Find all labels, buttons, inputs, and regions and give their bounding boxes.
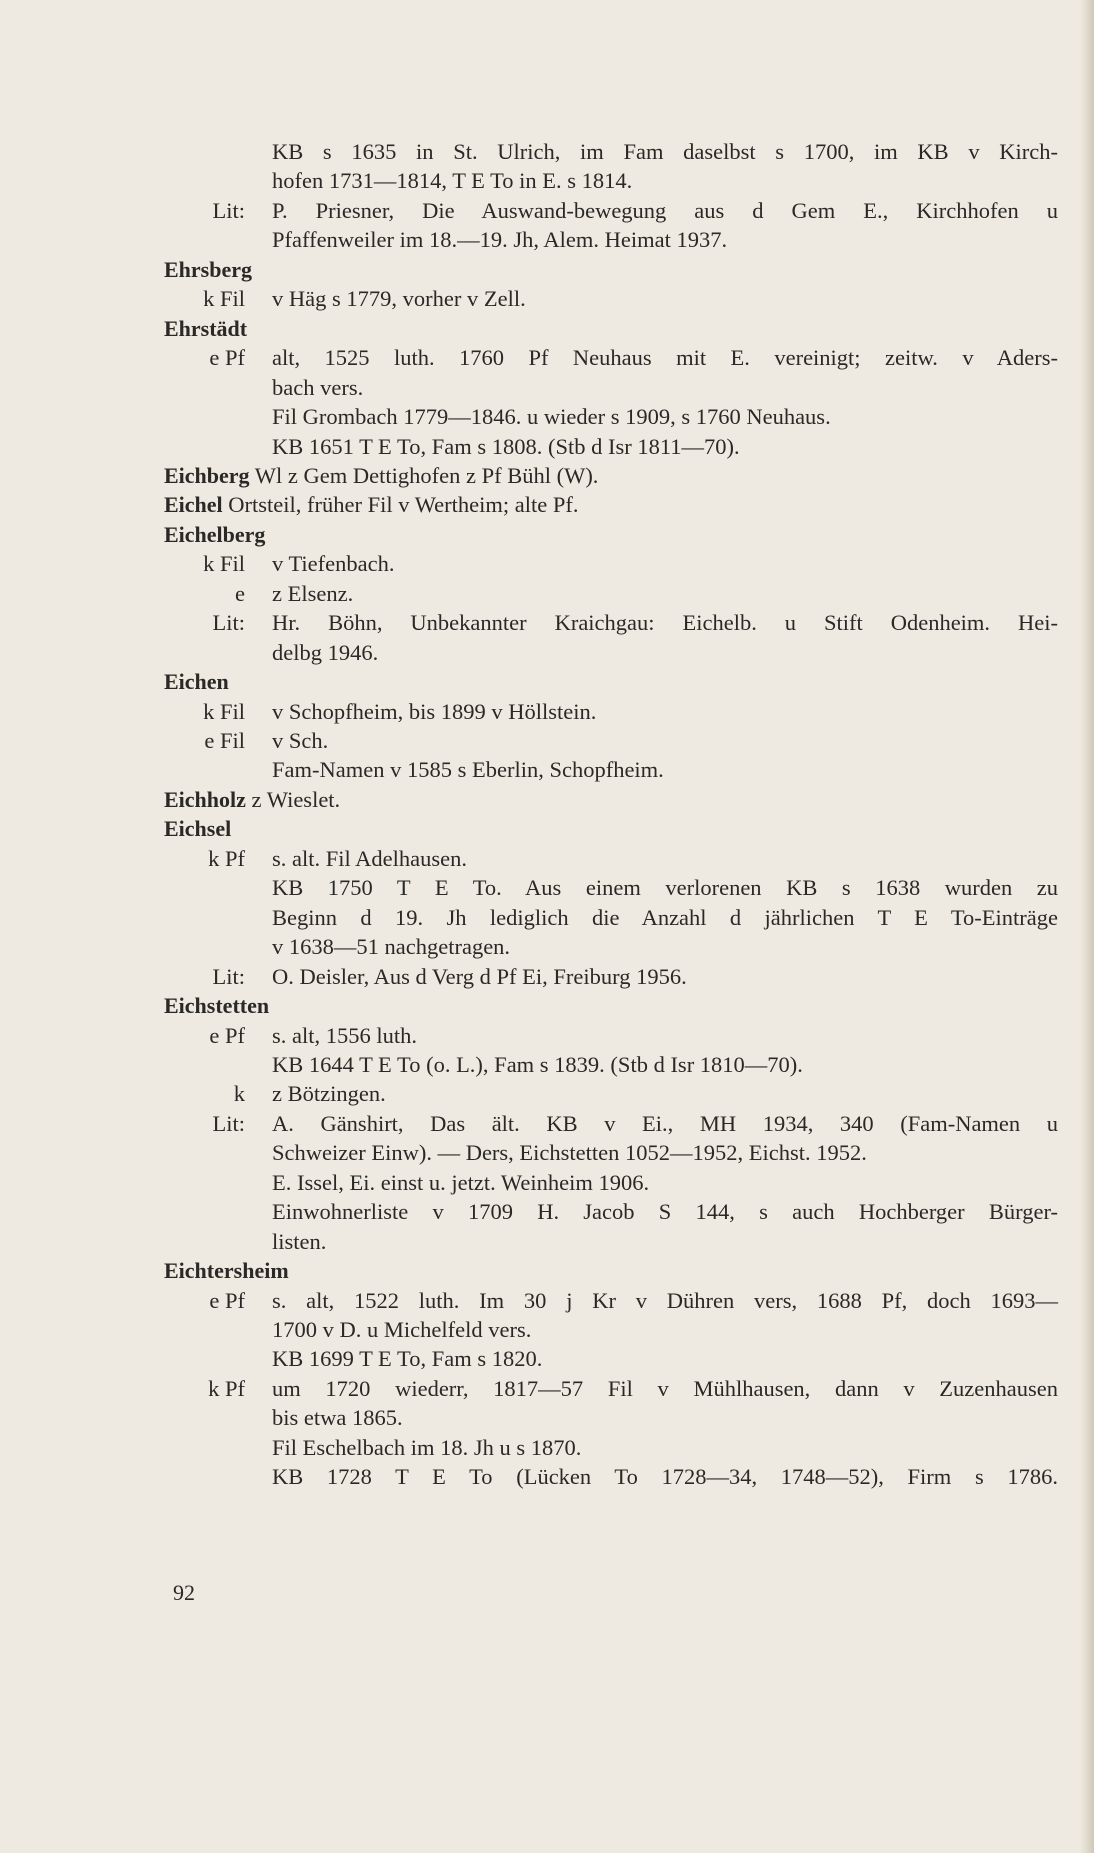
entry-label: k Fil bbox=[203, 286, 245, 312]
inline-entry bbox=[164, 786, 340, 814]
entry-text: bach vers. bbox=[272, 374, 364, 400]
entry-text: KB s 1635 in St. Ulrich, im Fam daselbst s 1700, im KB v Kirch- bbox=[272, 139, 1058, 164]
entry-text: Hr. Böhn, Unbekannter Kraichgau: Eichelb. u Stift Odenheim. Hei- bbox=[272, 610, 1058, 636]
entry-heading: Eichstetten bbox=[164, 993, 270, 1019]
entry-label: k Pf bbox=[208, 845, 245, 871]
entry-text: v 1638—51 nachgetragen. bbox=[272, 934, 511, 960]
entry-heading: Eichel bbox=[164, 492, 223, 518]
entry-text: bis etwa 1865. bbox=[272, 1405, 403, 1431]
entry-text: Ortsteil, früher Fil v Wertheim; alte Pf. bbox=[228, 492, 579, 518]
entry-text: um 1720 wiederr, 1817—57 Fil v Mühlhausen, dann v Zuzenhausen bbox=[272, 1375, 1058, 1401]
entry-text: Fil Grombach 1779—1846. u wieder s 1909, s 1760 Neuhaus. bbox=[272, 404, 831, 430]
entry-text: Schweizer Einw). — Ders, Eichstetten 1052—1952, Eichst. 1952. bbox=[272, 1140, 867, 1166]
entry-heading: Eichholz bbox=[164, 786, 246, 812]
entry-text: 1700 v D. u Michelfeld vers. bbox=[272, 1317, 532, 1342]
entry-text: s. alt, 1556 luth. bbox=[272, 1022, 417, 1048]
entry-label: Lit: bbox=[212, 197, 245, 223]
entry-text: s. alt. Fil Adelhausen. bbox=[272, 845, 467, 871]
entry-text: A. Gänshirt, Das ält. KB v Ei., MH 1934, 340 (Fam-Namen u bbox=[272, 1110, 1058, 1136]
entry-text: KB 1644 T E To (o. L.), Fam s 1839. (Stb d Isr 1810—70). bbox=[272, 1051, 803, 1077]
entry-text: KB 1750 T E To. Aus einem verlorenen KB s 1638 wurden zu bbox=[272, 875, 1058, 901]
entry-text: O. Deisler, Aus d Verg d Pf Ei, Freiburg 1956. bbox=[272, 963, 687, 989]
entry-label: Lit: bbox=[212, 610, 245, 636]
entry-text: Pfaffenweiler im 18.—19. Jh, Alem. Heimat 1937. bbox=[272, 227, 728, 253]
entry-text: v Schopfheim, bis 1899 v Höllstein. bbox=[272, 698, 597, 724]
inline-entry bbox=[164, 462, 598, 490]
entry-text: KB 1651 T E To, Fam s 1808. (Stb d Isr 1811—70). bbox=[272, 433, 740, 459]
entry-heading: Ehrsberg bbox=[164, 256, 252, 282]
entry-text: KB 1699 T E To, Fam s 1820. bbox=[272, 1346, 543, 1372]
entry-text: Beginn d 19. Jh lediglich die Anzahl d jährlichen T E To-Einträge bbox=[272, 904, 1058, 930]
entry-heading: Eichsel bbox=[164, 816, 232, 842]
entry-label: k bbox=[233, 1081, 245, 1107]
entry-text: s. alt, 1522 luth. Im 30 j Kr v Dühren vers, 1688 Pf, doch 1693— bbox=[272, 1287, 1058, 1313]
entry-text: v Häg s 1779, vorher v Zell. bbox=[272, 286, 526, 312]
entry-heading: Eichberg bbox=[164, 462, 250, 488]
entry-label: e Pf bbox=[209, 1022, 245, 1048]
inline-entry bbox=[164, 491, 579, 519]
entry-text: KB 1728 T E To (Lücken To 1728—34, 1748—52), Firm s 1786. bbox=[272, 1464, 1058, 1490]
entry-text: alt, 1525 luth. 1760 Pf Neuhaus mit E. vereinigt; zeitw. v Aders- bbox=[272, 345, 1058, 371]
entry-label: e Fil bbox=[204, 728, 245, 753]
entry-heading: Ehrstädt bbox=[164, 315, 248, 341]
entry-text: hofen 1731—1814, T E To in E. s 1814. bbox=[272, 168, 633, 194]
entry-label: k Fil bbox=[203, 698, 245, 724]
entry-text: Fil Eschelbach im 18. Jh u s 1870. bbox=[272, 1434, 582, 1460]
entry-label: k Pf bbox=[208, 1375, 245, 1401]
entry-text: Wl z Gem Dettighofen z Pf Bühl (W). bbox=[254, 462, 599, 488]
entry-heading: Eichelberg bbox=[164, 521, 266, 547]
entry-text: z Bötzingen. bbox=[272, 1081, 386, 1107]
entry-label: Lit: bbox=[212, 963, 245, 989]
entry-label: e Pf bbox=[209, 1287, 245, 1313]
entry-heading: Eichtersheim bbox=[164, 1258, 289, 1284]
entry-text: Fam-Namen v 1585 s Eberlin, Schopfheim. bbox=[272, 757, 664, 783]
entry-text: E. Issel, Ei. einst u. jetzt. Weinheim 1906. bbox=[272, 1169, 650, 1195]
entry-text: Einwohnerliste v 1709 H. Jacob S 144, s auch Hochberger Bürger- bbox=[272, 1199, 1058, 1225]
page-number: 92 bbox=[173, 1580, 195, 1605]
entry-label: Lit: bbox=[212, 1110, 245, 1136]
entry-heading: Eichen bbox=[164, 669, 229, 695]
entry-text: delbg 1946. bbox=[272, 639, 379, 665]
entry-label: k Fil bbox=[203, 551, 245, 577]
entry-label: e bbox=[235, 580, 245, 606]
entry-text: z Wieslet. bbox=[251, 786, 341, 812]
entry-text: P. Priesner, Die Auswand-bewegung aus d Gem E., Kirchhofen u bbox=[272, 197, 1058, 223]
entry-text: z Elsenz. bbox=[272, 580, 354, 606]
entry-text: v Sch. bbox=[272, 728, 329, 753]
entry-label: e Pf bbox=[209, 345, 245, 371]
entry-text: v Tiefenbach. bbox=[272, 551, 395, 577]
entry-text: listen. bbox=[272, 1228, 327, 1254]
